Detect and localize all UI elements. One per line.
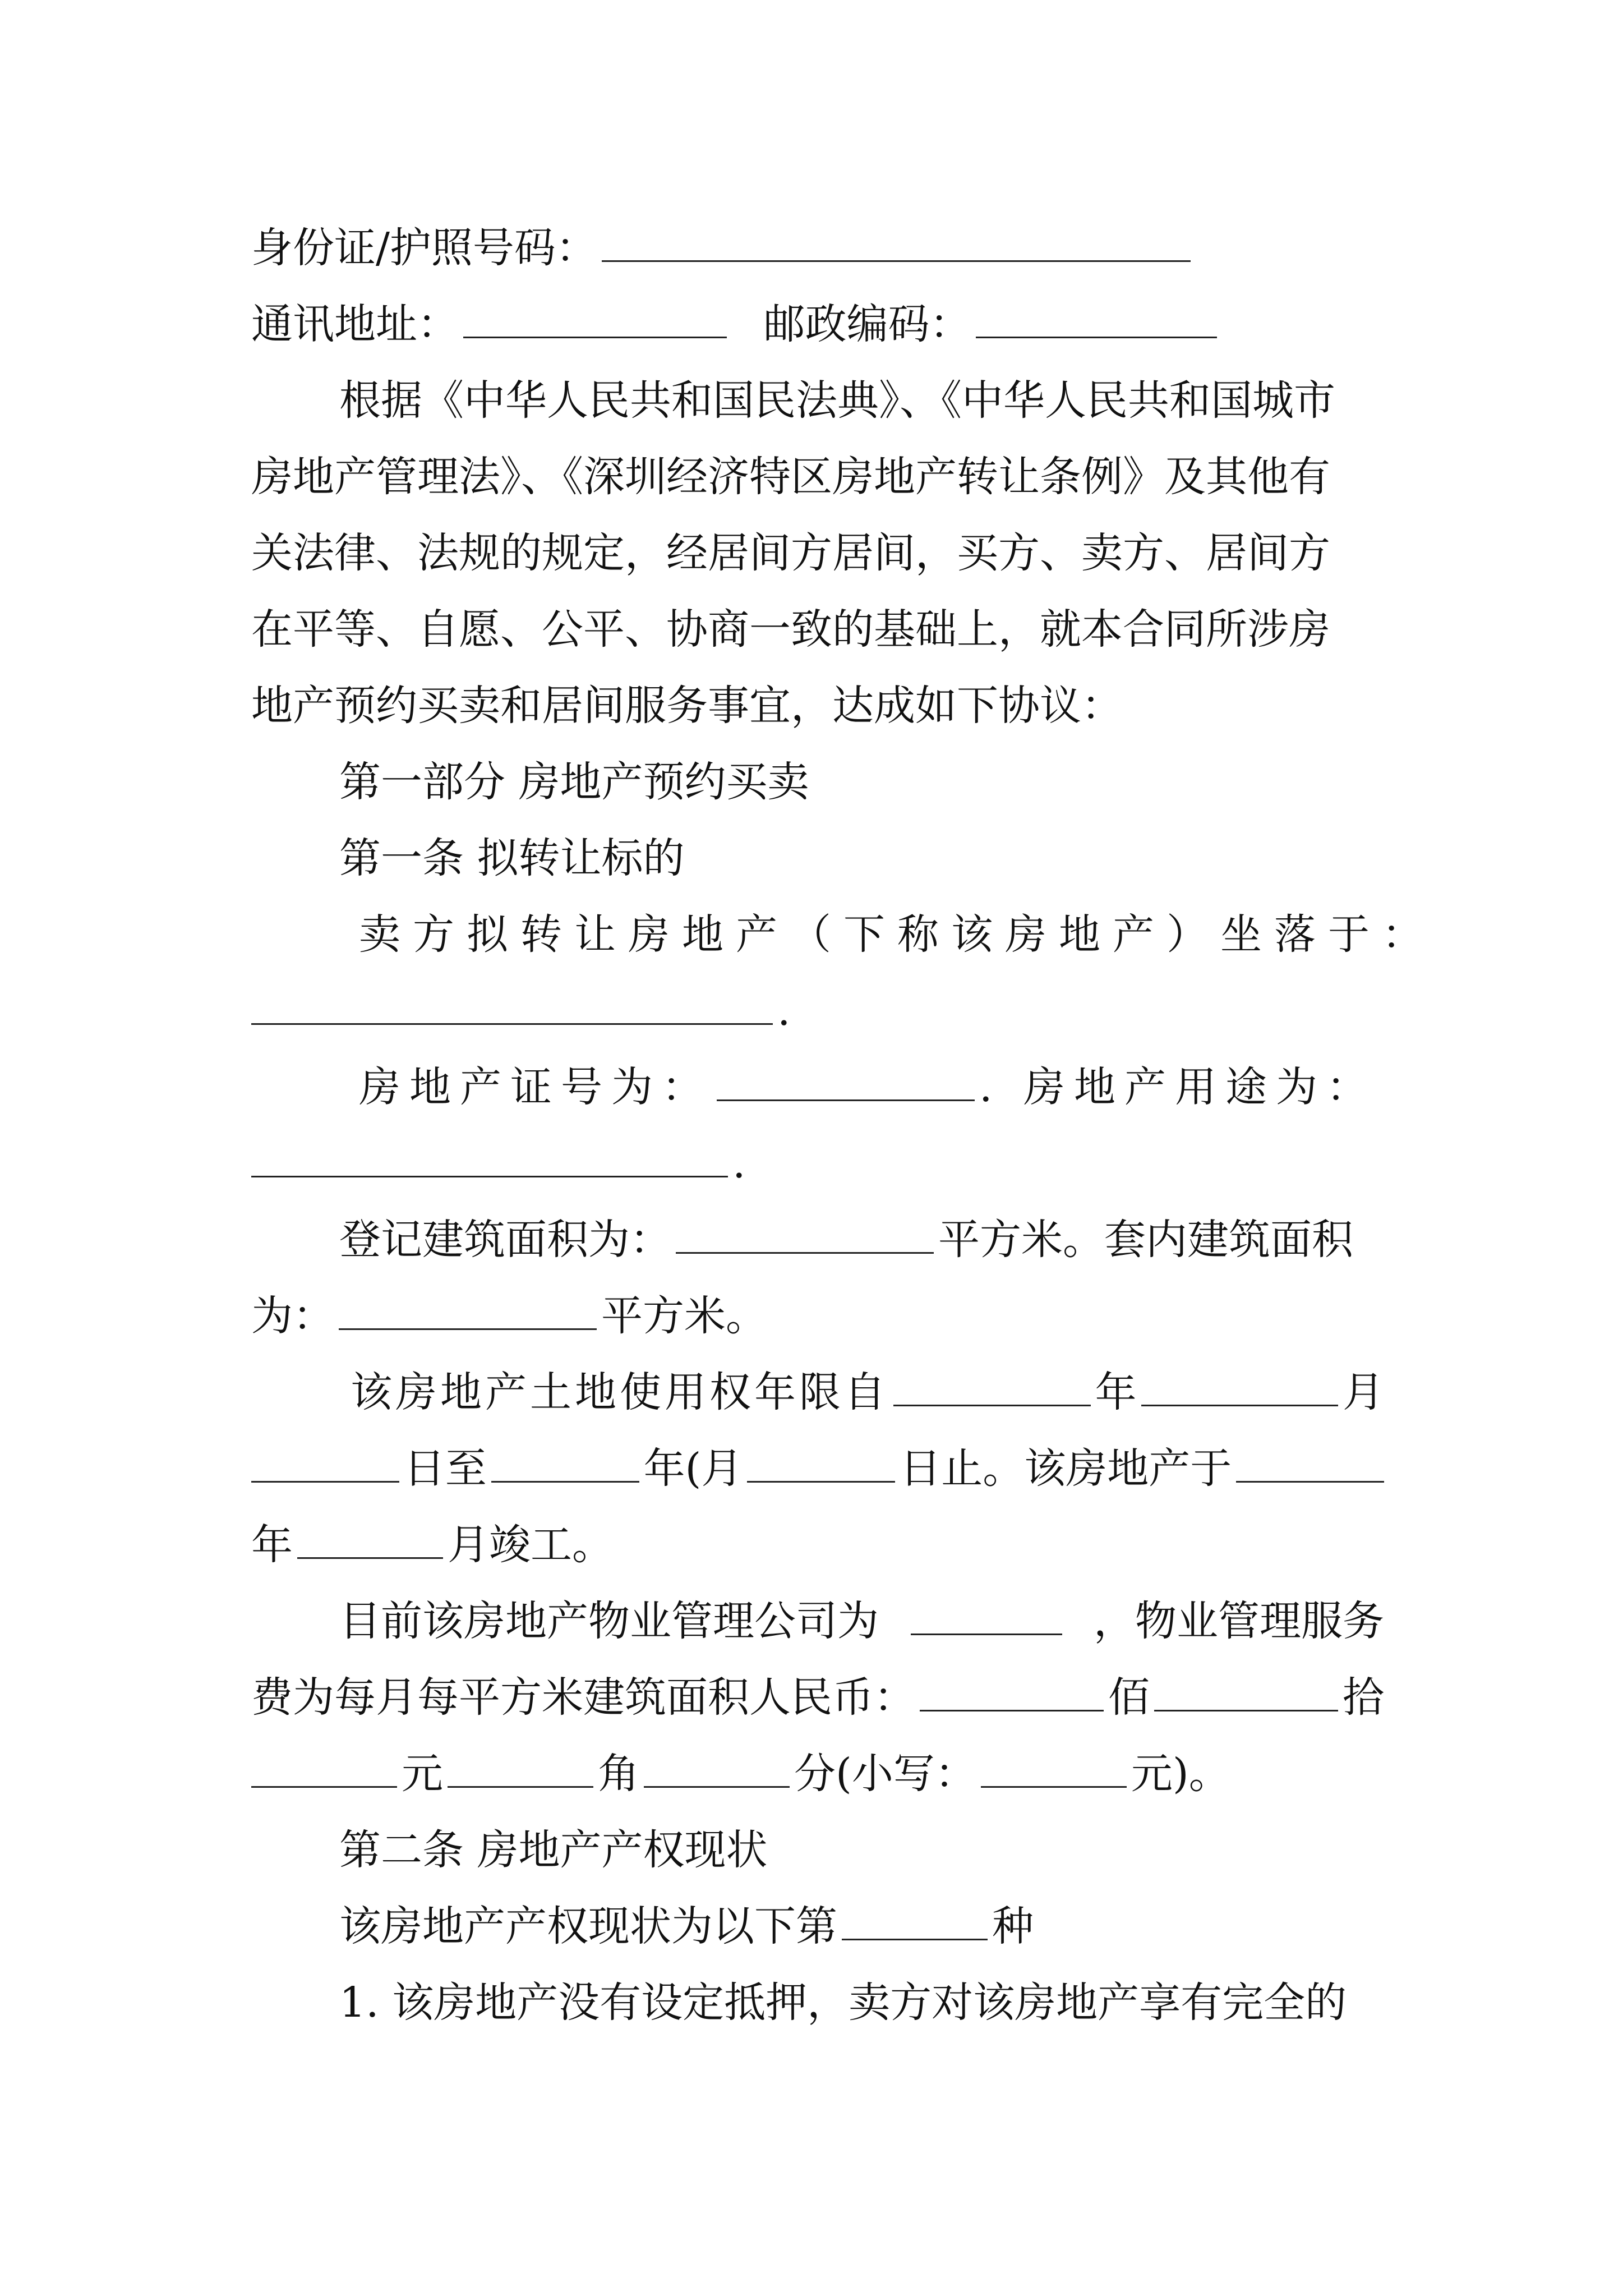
article-heading: 第二条 房地产产权现状 (339, 1826, 768, 1874)
fee-hundreds-blank[interactable] (920, 1673, 1104, 1711)
start-day-blank[interactable] (251, 1444, 399, 1483)
part-heading: 第一部分 房地产预约买卖 (339, 758, 809, 806)
cert-number-blank[interactable] (717, 1062, 975, 1101)
article-heading: 第一条 拟转让标的 (339, 834, 685, 882)
area-line: 登记建筑面积为： 平方米。套内建筑面积 (339, 1216, 1353, 1264)
completion-month-blank[interactable] (297, 1520, 443, 1559)
mgmt-company-blank[interactable] (911, 1596, 1062, 1635)
inner-area-blank[interactable] (339, 1291, 597, 1330)
land-term-line: 该房地产土地使用权年限自 年 月 (351, 1368, 1384, 1416)
property-mgmt-line: 目前该房地产物业管理公司为 ，物业管理服务 (339, 1597, 1384, 1645)
address-line: 通讯地址： 邮政编码： (251, 296, 1384, 352)
end-year-blank[interactable] (491, 1444, 639, 1483)
id-number-blank[interactable] (602, 223, 1191, 262)
paragraph-line: 关法律、法规的规定，经居间方居间，买方、卖方、居间方 (251, 529, 1330, 577)
usage-blank-line: . (251, 1135, 1384, 1191)
end-day-blank[interactable] (747, 1444, 895, 1483)
fee-detail-line: 元 角 分(小写： 元)。 (251, 1746, 1384, 1802)
address-blank[interactable] (463, 300, 727, 338)
fee-line: 费为每月每平方米建筑面积人民币： 佰 拾 (251, 1673, 1384, 1722)
start-month-blank[interactable] (1141, 1368, 1339, 1406)
postcode-blank[interactable] (976, 300, 1217, 338)
location-line: 卖方拟转让房地产（下称该房地产）坐落于： (359, 910, 1436, 959)
area-blank[interactable] (676, 1215, 934, 1254)
cert-line: 房地产证号为： . 房地产用途为： (359, 1063, 1377, 1111)
inner-area-line: 为： 平方米。 (251, 1292, 767, 1340)
land-term-line: 日至 年(月 日止。该房地产于 (251, 1441, 1384, 1497)
completion-year-blank[interactable] (1236, 1444, 1384, 1483)
paragraph-line: 房地产管理法》、《深圳经济特区房地产转让条例》及其他有 (251, 453, 1330, 501)
fee-yuan-blank[interactable] (251, 1749, 397, 1788)
completion-line: 年 月竣工。 (251, 1521, 614, 1569)
paragraph-line: 在平等、自愿、公平、协商一致的基础上，就本合同所涉房 (251, 605, 1330, 654)
fee-numeric-blank[interactable] (981, 1749, 1127, 1788)
start-year-blank[interactable] (893, 1368, 1091, 1406)
fee-fen-blank[interactable] (644, 1749, 790, 1788)
status-option-blank[interactable] (842, 1902, 988, 1940)
location-blank[interactable] (251, 986, 773, 1025)
id-number-line: 身份证/护照号码： (251, 220, 1384, 276)
location-blank-line: . (251, 983, 1384, 1039)
paragraph-line: 根据《中华人民共和国民法典》、《中华人民共和国城市 (339, 376, 1335, 425)
title-status-line: 该房地产产权现状为以下第 种 (339, 1902, 1034, 1950)
fee-tens-blank[interactable] (1154, 1673, 1338, 1711)
status-item-1: 1. 该房地产没有设定抵押，卖方对该房地产享有完全的 (339, 1978, 1347, 2027)
usage-blank[interactable] (251, 1139, 728, 1177)
fee-jiao-blank[interactable] (448, 1749, 593, 1788)
paragraph-line: 地产预约买卖和居间服务事宜，达成如下协议： (251, 682, 1123, 730)
